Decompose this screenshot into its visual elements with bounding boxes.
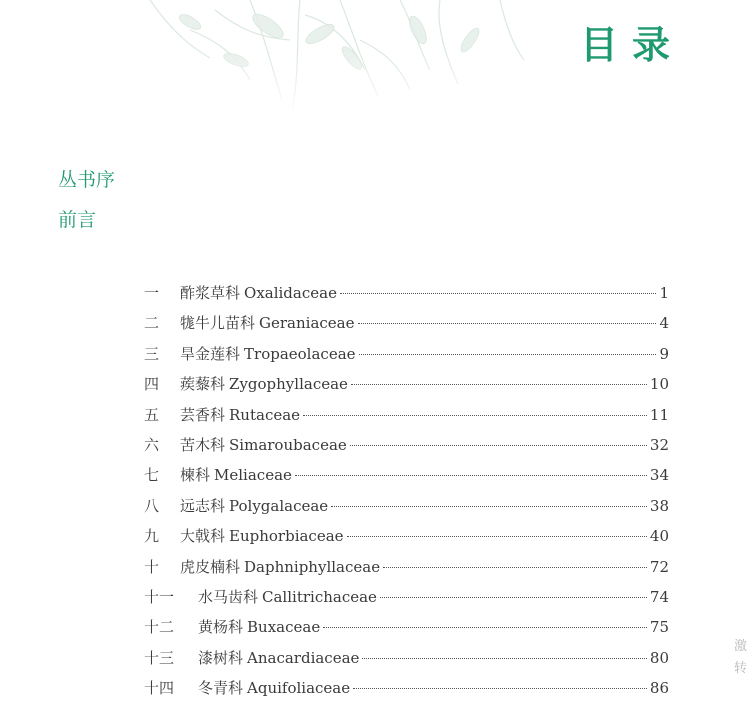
- toc-entry-latin-name: Oxalidaceae: [244, 284, 337, 302]
- toc-entry-chinese-name: 苦木科: [180, 435, 226, 454]
- toc-dot-leader: [383, 567, 647, 568]
- toc-entry-polygalaceae[interactable]: [144, 495, 669, 525]
- toc-entry-latin-name: Euphorbiaceae: [229, 527, 344, 546]
- toc-entry-anacardiaceae[interactable]: [144, 647, 669, 677]
- toc-entry-chinese-name: 冬青科: [198, 679, 244, 698]
- edge-watermark: [734, 636, 751, 680]
- toc-entry-chinese-name: 远志科: [180, 496, 226, 515]
- toc-entry-page: 40: [649, 527, 669, 546]
- toc-entry-chinese-name: 旱金莲科: [180, 344, 241, 363]
- toc-entry-chinese-name: 水马齿科: [198, 587, 259, 606]
- toc-entry-page: 11: [649, 405, 669, 424]
- toc-entry-page: 74: [649, 587, 669, 606]
- toc-entry-chinese-name: 蒺藜科: [180, 375, 226, 394]
- toc-entry-latin-name: Polygalaceae: [229, 496, 329, 515]
- edge-watermark-line-1: 激: [734, 639, 748, 654]
- toc-entry-chinese-name: 黄杨科: [198, 618, 244, 637]
- toc-entry-aquifoliaceae[interactable]: [144, 677, 669, 707]
- toc-entry-buxaceae[interactable]: [144, 616, 669, 646]
- toc-entry-page: 9: [659, 344, 669, 363]
- toc-entry-number: 三: [144, 344, 160, 363]
- toc-entry-euphorbiaceae[interactable]: [144, 525, 669, 555]
- toc-entry-chinese-name: 虎皮楠科: [180, 557, 241, 576]
- toc-entry-chinese-name: 大戟科: [180, 527, 226, 546]
- toc-entry-latin-name: Geraniaceae: [259, 314, 355, 333]
- toc-dot-leader: [323, 627, 647, 628]
- toc-entry-number: 五: [144, 405, 160, 424]
- toc-entry-latin-name: Tropaeolaceae: [244, 344, 356, 363]
- toc-dot-leader: [331, 506, 647, 507]
- toc-entry-page: 4: [659, 314, 669, 333]
- edge-watermark-line-2: 转: [734, 661, 748, 676]
- toc-dot-leader: [358, 323, 657, 324]
- toc-entry-tropaeolaceae[interactable]: [144, 343, 669, 373]
- toc-entry-page: 72: [649, 557, 669, 576]
- toc-entry-daphniphyllaceae[interactable]: [144, 556, 669, 586]
- toc-entry-number: 十四: [144, 679, 175, 698]
- toc-entry-latin-name: Meliaceae: [214, 466, 292, 485]
- toc-dot-leader: [295, 475, 647, 476]
- toc-entry-number: 十: [144, 557, 160, 576]
- toc-entry-number: 六: [144, 435, 160, 454]
- toc-entry-number: 二: [144, 314, 160, 333]
- toc-dot-leader: [359, 354, 656, 355]
- toc-entry-latin-name: Aquifoliaceae: [247, 679, 351, 698]
- toc-dot-leader: [350, 445, 647, 446]
- front-matter-foreword[interactable]: 前言: [58, 209, 97, 231]
- toc-dot-leader: [353, 688, 647, 689]
- toc-entry-page: 32: [649, 435, 669, 454]
- toc-entry-latin-name: Simaroubaceae: [229, 435, 347, 454]
- toc-entry-number: 八: [144, 496, 160, 515]
- toc-entry-number: 十二: [144, 618, 175, 637]
- toc-entry-callitrichaceae[interactable]: [144, 586, 669, 616]
- toc-dot-leader: [362, 658, 647, 659]
- toc-entry-number: 七: [144, 466, 160, 485]
- toc-entry-number: 十三: [144, 648, 175, 667]
- toc-dot-leader: [347, 536, 647, 537]
- toc-entry-latin-name: Rutaceae: [229, 405, 301, 424]
- toc-entry-simaroubaceae[interactable]: [144, 434, 669, 464]
- toc-entry-page: 75: [649, 618, 669, 637]
- toc-entry-meliaceae[interactable]: [144, 464, 669, 494]
- toc-entry-geraniaceae[interactable]: [144, 312, 669, 342]
- toc-entry-latin-name: Zygophyllaceae: [229, 375, 348, 394]
- toc-entry-number: 十一: [144, 587, 175, 606]
- toc-dot-leader: [303, 415, 647, 416]
- page-title: 目录: [580, 22, 685, 67]
- toc-entry-rutaceae[interactable]: [144, 404, 669, 434]
- toc-entry-latin-name: Callitrichaceae: [262, 587, 377, 606]
- toc-entry-latin-name: Anacardiaceae: [247, 648, 360, 667]
- toc-entry-page: 10: [649, 375, 669, 394]
- toc-dot-leader: [380, 597, 647, 598]
- toc-dot-leader: [351, 384, 647, 385]
- toc-entry-zygophyllaceae[interactable]: [144, 373, 669, 403]
- toc-entry-chinese-name: 漆树科: [198, 648, 244, 667]
- toc-entry-oxalidaceae[interactable]: [144, 282, 669, 312]
- toc-entry-chinese-name: 楝科: [180, 466, 211, 485]
- toc-entry-chinese-name: 牻牛儿苗科: [180, 314, 256, 333]
- table-of-contents: [144, 282, 669, 707]
- front-matter-series-preface[interactable]: 丛书序: [58, 169, 116, 191]
- front-matter-list: [58, 168, 115, 248]
- toc-entry-page: 86: [649, 679, 669, 698]
- toc-entry-chinese-name: 酢浆草科: [180, 284, 241, 302]
- toc-entry-number: 四: [144, 375, 160, 394]
- toc-entry-number: 九: [144, 527, 160, 546]
- toc-entry-page: 38: [649, 496, 669, 515]
- toc-entry-chinese-name: 芸香科: [180, 405, 226, 424]
- toc-entry-page: 34: [649, 466, 669, 485]
- toc-entry-latin-name: Daphniphyllaceae: [244, 557, 381, 576]
- toc-dot-leader: [340, 293, 656, 294]
- toc-entry-latin-name: Buxaceae: [247, 618, 321, 637]
- toc-entry-page: 1: [659, 284, 669, 302]
- toc-entry-number: 一: [144, 284, 160, 302]
- toc-entry-page: 80: [649, 648, 669, 667]
